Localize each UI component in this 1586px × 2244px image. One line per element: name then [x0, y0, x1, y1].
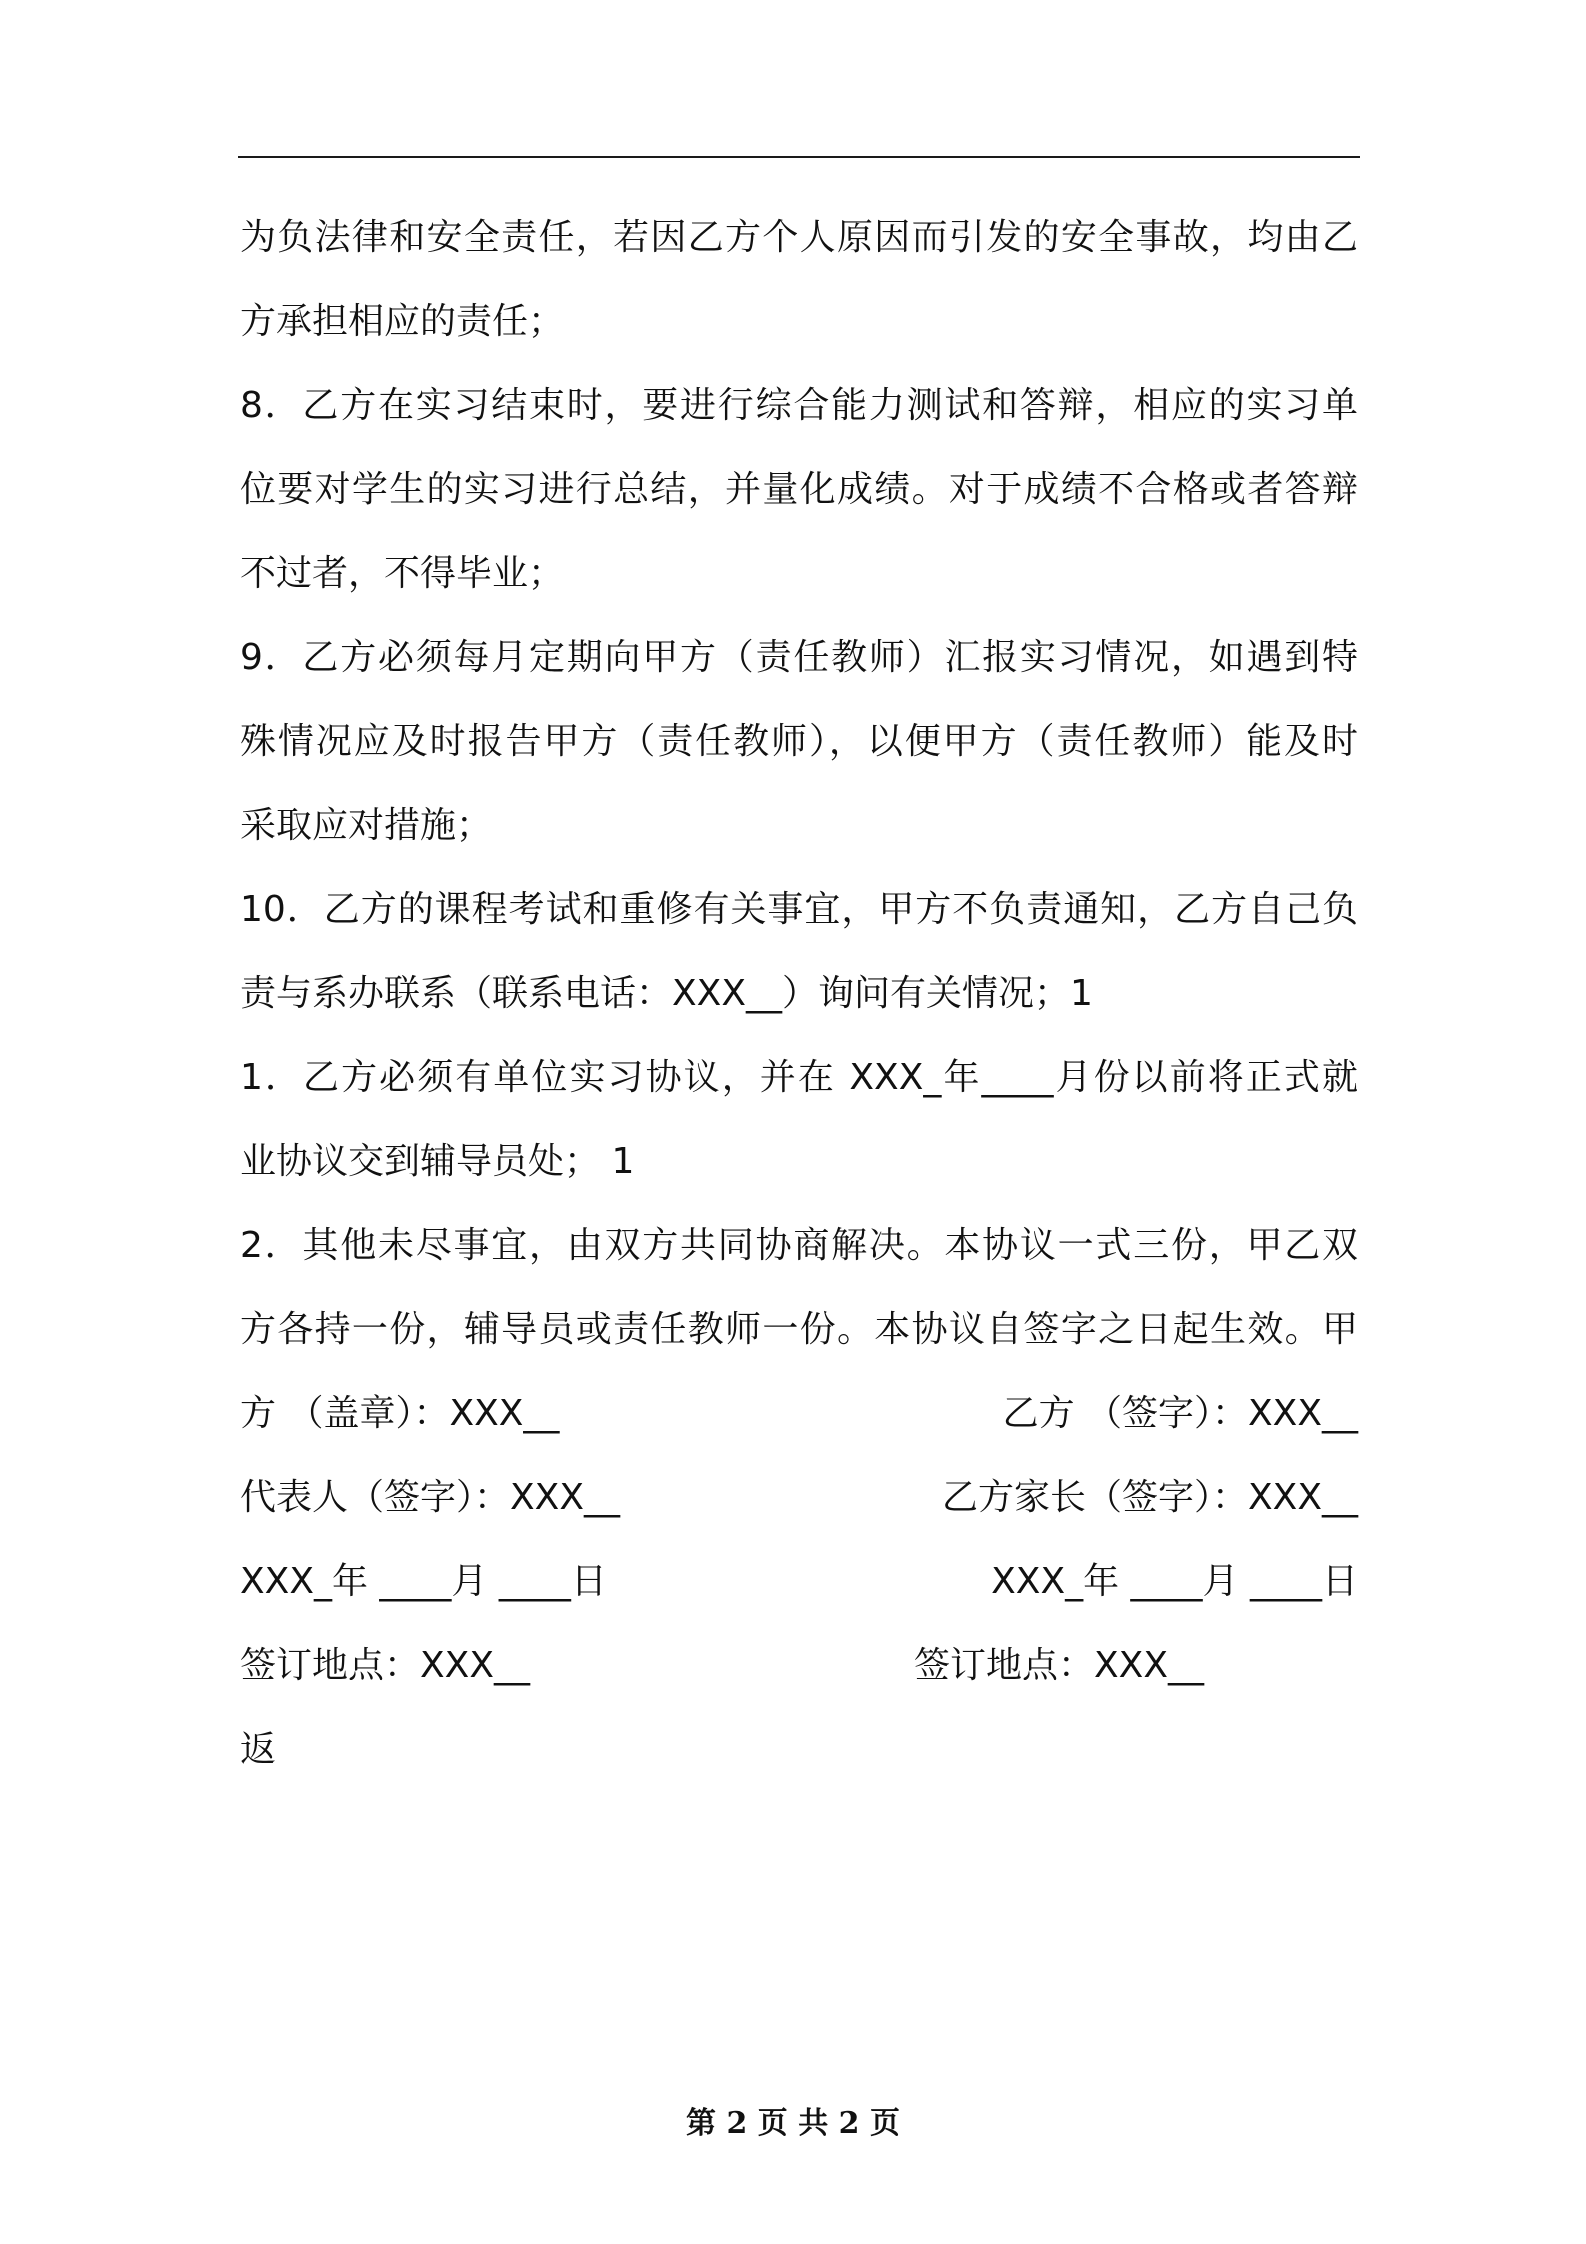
document-body	[240, 196, 1358, 1792]
clause-12-line: 2．其他未尽事宜，由双方共同协商解决。本协议一式三份，甲乙双	[240, 1225, 1358, 1266]
party-a-seal-label: 方 （盖章）：XXX__	[240, 1393, 560, 1434]
signature-row-place	[240, 1624, 1358, 1708]
clause-10-line: 10．乙方的课程考试和重修有关事宜，甲方不负责通知，乙方自己负	[240, 889, 1358, 930]
body-line: 不过者，不得毕业；	[240, 553, 565, 594]
date-left-label: XXX_年 ____月 ____日	[240, 1561, 607, 1602]
parent-sign-label: 乙方家长（签字）：XXX__	[942, 1477, 1358, 1518]
place-right-label: 签订地点：XXX__	[914, 1645, 1204, 1686]
body-line: 位要对学生的实习进行总结，并量化成绩。对于成绩不合格或者答辩	[240, 469, 1358, 510]
signature-row-date	[240, 1540, 1358, 1624]
signature-row-representative	[240, 1456, 1358, 1540]
body-line: 方承担相应的责任；	[240, 301, 565, 342]
clause-8-line: 8．乙方在实习结束时，要进行综合能力测试和答辩，相应的实习单	[240, 385, 1358, 426]
representative-sign-label: 代表人（签字）：XXX__	[240, 1477, 620, 1518]
place-left-label: 签订地点：XXX__	[240, 1645, 530, 1686]
clause-9-line: 9．乙方必须每月定期向甲方（责任教师）汇报实习情况，如遇到特	[240, 637, 1358, 678]
body-line: 责与系办联系（联系电话：XXX__）询问有关情况；1	[240, 973, 1093, 1014]
body-line: 采取应对措施；	[240, 805, 493, 846]
body-line: 殊情况应及时报告甲方（责任教师），以便甲方（责任教师）能及时	[240, 721, 1358, 762]
party-b-sign-label: 乙方 （签字）：XXX__	[1002, 1393, 1358, 1434]
body-line: 为负法律和安全责任，若因乙方个人原因而引发的安全事故，均由乙	[240, 217, 1358, 258]
date-right-label: XXX_年 ____月 ____日	[991, 1561, 1358, 1602]
trailing-text: 返	[240, 1729, 277, 1770]
header-rule	[238, 156, 1360, 158]
body-line: 业协议交到辅导员处； 1	[240, 1141, 635, 1182]
signature-row-seal	[240, 1372, 1358, 1456]
page-number: 第 2 页 共 2 页	[686, 2106, 900, 2141]
body-line: 方各持一份，辅导员或责任教师一份。本协议自签字之日起生效。甲	[240, 1309, 1358, 1350]
clause-11-line: 1．乙方必须有单位实习协议，并在 XXX_年____月份以前将正式就	[240, 1057, 1358, 1098]
